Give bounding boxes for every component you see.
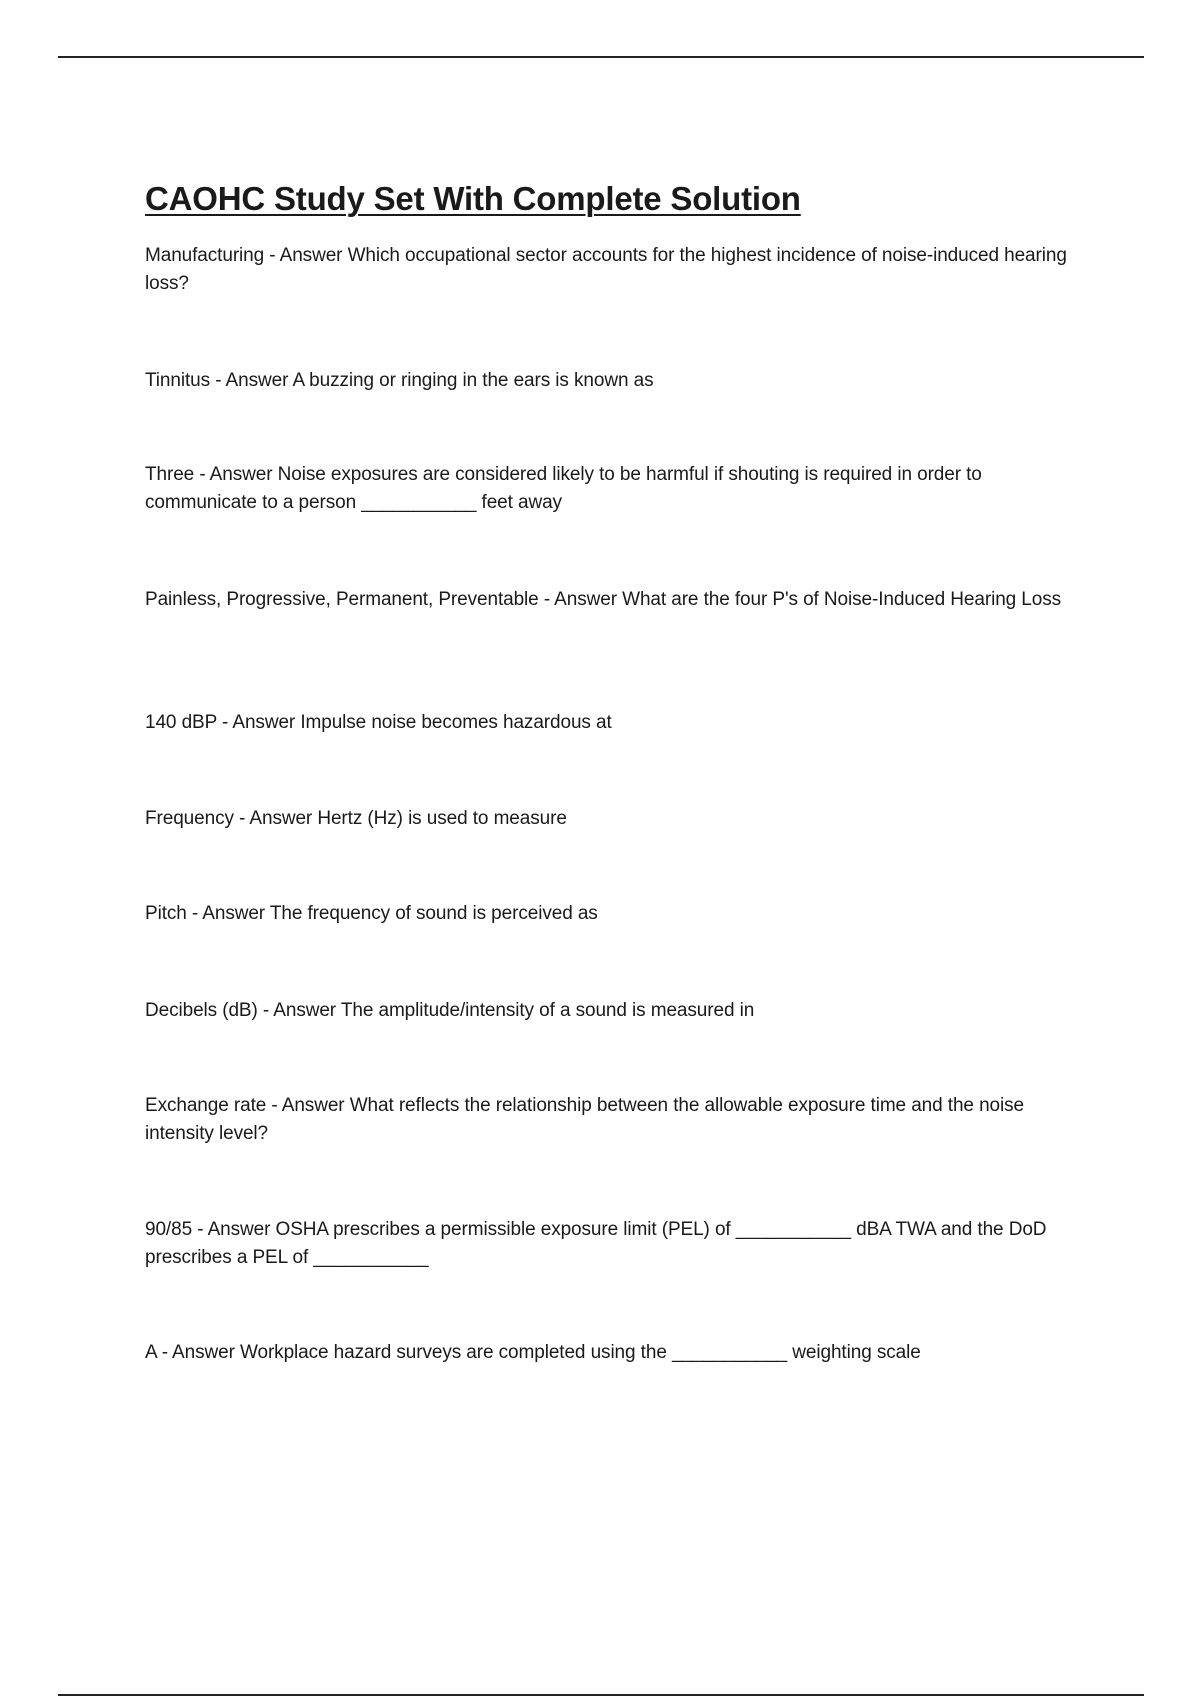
- qa-entry-frequency: Frequency - Answer Hertz (Hz) is used to measure: [145, 808, 567, 829]
- qa-entry-three: Three - Answer Noise exposures are considered likely to be harmful if shouting is required in order to communicate to a person ___________ feet away: [145, 464, 982, 513]
- qa-entry-pel: 90/85 - Answer OSHA prescribes a permissible exposure limit (PEL) of ___________ dBA TWA and the DoD prescribes a PEL of ___________: [145, 1219, 1047, 1268]
- qa-entry-four-ps: Painless, Progressive, Permanent, Preventable - Answer What are the four P's of Noise-Induced Hearing Loss: [145, 589, 1062, 610]
- footer-rule: [58, 1694, 1144, 1696]
- header-rule: [58, 56, 1144, 58]
- document-title: CAOHC Study Set With Complete Solution: [145, 180, 801, 217]
- qa-entry-manufacturing: Manufacturing - Answer Which occupational sector accounts for the highest incidence of noise-induced hearing loss?: [145, 245, 1067, 294]
- qa-entry-pitch: Pitch - Answer The frequency of sound is perceived as: [145, 903, 598, 924]
- qa-entry-tinnitus: Tinnitus - Answer A buzzing or ringing in the ears is known as: [145, 370, 654, 391]
- qa-entry-weighting-scale: A - Answer Workplace hazard surveys are completed using the ___________ weighting scale: [145, 1342, 921, 1363]
- qa-entry-exchange-rate: Exchange rate - Answer What reflects the relationship between the allowable exposure time and the noise intensity level?: [145, 1095, 1024, 1144]
- qa-entry-decibels: Decibels (dB) - Answer The amplitude/intensity of a sound is measured in: [145, 1000, 755, 1021]
- qa-entry-impulse-noise: 140 dBP - Answer Impulse noise becomes hazardous at: [145, 712, 612, 733]
